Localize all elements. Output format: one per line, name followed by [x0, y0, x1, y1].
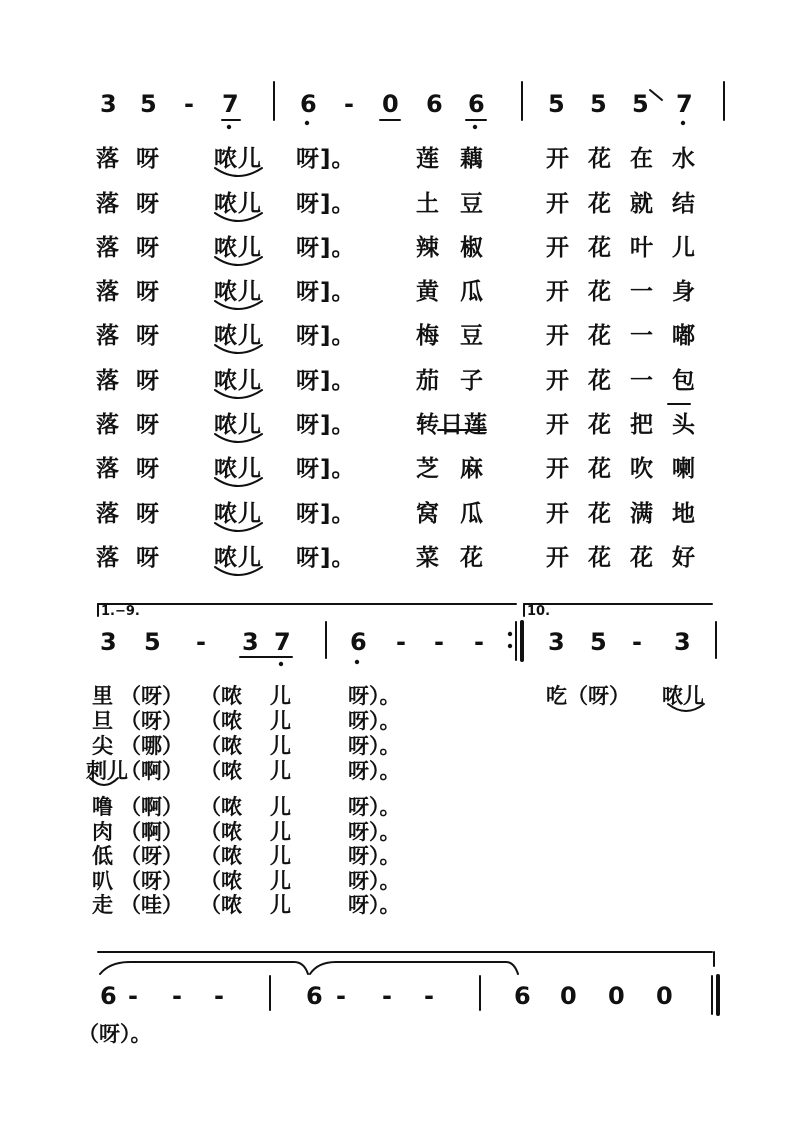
- lyric-word: 儿: [270, 759, 291, 783]
- octave-dot: [227, 125, 231, 129]
- note-dash: -: [382, 982, 392, 1010]
- lyric-word: 呀: [136, 146, 160, 172]
- lyric-word: 一: [630, 279, 654, 305]
- note-dash: -: [632, 628, 642, 656]
- lyric-word: 儿: [270, 820, 291, 844]
- lyric-word: 哝儿: [214, 456, 262, 482]
- note: 0: [560, 982, 577, 1010]
- lyric-word: 哝儿: [214, 368, 262, 394]
- lyric-word: 地: [672, 501, 696, 527]
- slur: [215, 345, 262, 353]
- lyric-word: 开: [546, 191, 570, 217]
- lyric-word: 梅: [416, 323, 440, 349]
- lyric-word: 花: [588, 323, 612, 349]
- octave-dot: [355, 660, 359, 664]
- slur: [215, 390, 262, 398]
- lyric-word: 就: [630, 191, 654, 217]
- lyric-word: 豆: [460, 191, 484, 217]
- octave-dot: [305, 121, 309, 125]
- volta-label-1: 1.−9.: [101, 604, 140, 619]
- note: 3: [548, 628, 565, 656]
- lyric-word: 哝儿: [214, 279, 262, 305]
- lyric-word: 落: [96, 323, 120, 349]
- slur: [668, 704, 704, 711]
- lyric-word: （哝: [200, 893, 242, 917]
- lyric-word: 儿: [270, 684, 291, 708]
- lyric-word: 窝: [416, 501, 440, 527]
- lyric-word: 花: [588, 545, 612, 571]
- lyric-word: 瓜: [460, 501, 484, 527]
- note: 7: [676, 90, 693, 118]
- lyric-word: 旦: [92, 709, 113, 733]
- note-dash: -: [474, 628, 484, 656]
- lyric-word: 刺儿: [86, 759, 128, 783]
- lyric-word: 落: [96, 235, 120, 261]
- lyric-word: 尖: [92, 734, 113, 758]
- lyric-word: 花: [588, 191, 612, 217]
- lyric-word: 花: [588, 501, 612, 527]
- lyric-word: （啊）: [120, 795, 183, 819]
- lyric-word: 水: [672, 146, 696, 172]
- lyric-word: 呀]。: [296, 545, 356, 571]
- lyric-word: 莲: [416, 146, 440, 172]
- lyric-word: 花: [630, 545, 654, 571]
- lyric-word: 头: [672, 412, 696, 438]
- lyric-word: 儿: [270, 869, 291, 893]
- lyric-word: 落: [96, 368, 120, 394]
- lyric-word: 呀: [136, 545, 160, 571]
- lyric-word: 呀]。: [296, 191, 356, 217]
- note: 0: [608, 982, 625, 1010]
- lyric-word: 开: [546, 235, 570, 261]
- note-dash: -: [344, 90, 354, 118]
- note: 6: [468, 90, 485, 118]
- note: 3: [242, 628, 259, 656]
- lyric-word: 儿: [270, 893, 291, 917]
- lyric-word: 茄: [416, 368, 440, 394]
- lyric-word: 花: [588, 279, 612, 305]
- lyric-word: 开: [546, 456, 570, 482]
- lyric-word: 喇: [672, 456, 696, 482]
- slur: [215, 301, 262, 309]
- note: 6: [100, 982, 117, 1010]
- slur: [215, 434, 262, 442]
- lyric-word: （啊）: [120, 759, 183, 783]
- note-dash: -: [196, 628, 206, 656]
- lyric-word: 子: [460, 368, 484, 394]
- slur: [215, 168, 262, 176]
- lyric-word: 呀）。: [348, 893, 401, 917]
- lyric-word: 儿: [270, 734, 291, 758]
- lyric-word: 花: [588, 146, 612, 172]
- note-dash: -: [336, 982, 346, 1010]
- lyric-word: （哝: [200, 734, 242, 758]
- note: 0: [656, 982, 673, 1010]
- lyric-word: 肉: [92, 820, 113, 844]
- lyric-word: 好: [672, 545, 696, 571]
- lyric-word: 呀）。: [348, 684, 401, 708]
- note: 3: [674, 628, 691, 656]
- octave-dot: [681, 121, 685, 125]
- lyric-word: 辣: [416, 235, 440, 261]
- lyric-word: 呀）。: [348, 820, 401, 844]
- lyric-word: 开: [546, 501, 570, 527]
- lyric-word: 哝儿: [214, 412, 262, 438]
- lyric-word: （哝: [200, 795, 242, 819]
- lyric-word: 落: [96, 501, 120, 527]
- lyric-word: 一: [630, 323, 654, 349]
- lyric-word: 叭: [92, 869, 113, 893]
- ending2-lyric: 吃（呀）: [546, 684, 630, 708]
- lyric-word: 开: [546, 279, 570, 305]
- lyric-word: 呀]。: [296, 368, 356, 394]
- lyric-word: （哝: [200, 820, 242, 844]
- lyric-word: 豆: [460, 323, 484, 349]
- lyric-word: （哝: [200, 869, 242, 893]
- slur: [215, 523, 262, 531]
- lyric-word: 开: [546, 545, 570, 571]
- note-dash: -: [172, 982, 182, 1010]
- lyric-word: 哝儿: [214, 545, 262, 571]
- lyric-word: 走: [92, 893, 113, 917]
- note: 6: [300, 90, 317, 118]
- lyric-word: 开: [546, 368, 570, 394]
- note: 6: [306, 982, 323, 1010]
- lyric-word: 哝儿: [214, 146, 262, 172]
- lyric-word: 结: [672, 191, 696, 217]
- lyric-word: （哝: [200, 684, 242, 708]
- lyric-word: （啊）: [120, 820, 183, 844]
- lyric-word: 呀: [136, 323, 160, 349]
- lyric-word: 开: [546, 323, 570, 349]
- lyric-word: 花: [588, 412, 612, 438]
- note-dash: -: [396, 628, 406, 656]
- tie: [310, 962, 518, 974]
- lyric-word: 菜: [416, 545, 440, 571]
- lyric-word: 呀: [136, 501, 160, 527]
- lyric-word: 呀: [136, 412, 160, 438]
- lyric-word: 呀）。: [348, 759, 401, 783]
- note: 6: [350, 628, 367, 656]
- note: 6: [514, 982, 531, 1010]
- lyric-word: 身: [672, 279, 696, 305]
- volta-label-2: 10.: [527, 604, 551, 619]
- note: 0: [382, 90, 399, 118]
- ornament-mark: [650, 90, 662, 100]
- lyric-word: 椒: [460, 235, 484, 261]
- lyric-word: 呀）。: [348, 844, 401, 868]
- lyric-word: 落: [96, 191, 120, 217]
- lyric-word: 呀）。: [348, 734, 401, 758]
- lyric-word: 吹: [630, 456, 654, 482]
- lyric-word: 呀]。: [296, 501, 356, 527]
- repeat-dot: [508, 632, 512, 636]
- lyric-word: 在: [630, 146, 654, 172]
- note: 6: [426, 90, 443, 118]
- lyric-word: 开: [546, 412, 570, 438]
- octave-dot: [473, 125, 477, 129]
- lyric-word: 哝儿: [214, 323, 262, 349]
- slur: [215, 257, 262, 265]
- lyric-word: 里: [92, 684, 113, 708]
- lyric-word: （哝: [200, 759, 242, 783]
- octave-dot: [279, 662, 283, 666]
- lyric-word: 花: [460, 545, 484, 571]
- final-lyric: （呀）。: [78, 1022, 152, 1046]
- lyric-word: 土: [416, 191, 440, 217]
- lyric-word: 芝: [416, 456, 440, 482]
- tie: [100, 962, 308, 974]
- note: 5: [548, 90, 565, 118]
- lyric-word: 花: [588, 368, 612, 394]
- lyric-word: 儿: [270, 795, 291, 819]
- lyric-word: （呀）: [120, 709, 183, 733]
- lyric-word: 黄: [416, 279, 440, 305]
- lyric-word: 哝儿: [214, 501, 262, 527]
- lyric-word: （呀）: [120, 844, 183, 868]
- lyric-word: 呀）。: [348, 869, 401, 893]
- lyric-word: 把: [630, 412, 654, 438]
- lyric-word: 呀]。: [296, 456, 356, 482]
- slur: [215, 567, 262, 575]
- lyric-word: 藕: [460, 146, 484, 172]
- note-dash: -: [434, 628, 444, 656]
- note-dash: -: [424, 982, 434, 1010]
- lyric-word: （哝: [200, 709, 242, 733]
- note: 3: [100, 90, 117, 118]
- lyric-word: 呀]。: [296, 412, 356, 438]
- lyric-word: 落: [96, 456, 120, 482]
- slur: [90, 778, 118, 785]
- lyric-word: 呀]。: [296, 279, 356, 305]
- note: 5: [590, 90, 607, 118]
- lyric-word: 儿: [270, 844, 291, 868]
- lyric-word: （哝: [200, 844, 242, 868]
- lyric-word: 叶: [630, 235, 654, 261]
- lyric-word: 包: [672, 368, 696, 394]
- lyric-word: 呀]。: [296, 146, 356, 172]
- lyric-word: （哇）: [120, 893, 183, 917]
- note: 5: [144, 628, 161, 656]
- note: 5: [140, 90, 157, 118]
- lyric-word: 噜: [92, 795, 113, 819]
- note: 5: [590, 628, 607, 656]
- lyric-word: 落: [96, 545, 120, 571]
- lyric-word: 麻: [460, 456, 484, 482]
- lyric-word: 满: [630, 501, 654, 527]
- lyric-word: 花: [588, 456, 612, 482]
- ending2-lyric: 哝儿: [662, 684, 704, 708]
- slur: [215, 478, 262, 486]
- lyric-word: 儿: [672, 235, 696, 261]
- note: 7: [222, 90, 239, 118]
- lyric-word: （呀）: [120, 684, 183, 708]
- lyric-word: 呀]。: [296, 235, 356, 261]
- lyric-word: 呀: [136, 368, 160, 394]
- lyric-word: 嘟: [672, 323, 696, 349]
- lyric-word: 呀: [136, 456, 160, 482]
- lyric-word: 开: [546, 146, 570, 172]
- lyric-word: 转日莲: [416, 412, 488, 438]
- lyric-word: 一: [630, 368, 654, 394]
- repeat-dot: [508, 644, 512, 648]
- lyric-word: 哝儿: [214, 191, 262, 217]
- lyric-word: 哝儿: [214, 235, 262, 261]
- lyric-word: 落: [96, 146, 120, 172]
- lyric-word: （哪）: [120, 734, 183, 758]
- note-dash: -: [214, 982, 224, 1010]
- lyric-word: 低: [92, 844, 113, 868]
- lyric-word: 瓜: [460, 279, 484, 305]
- lyric-word: 呀: [136, 235, 160, 261]
- note: 3: [100, 628, 117, 656]
- slur: [215, 213, 262, 221]
- note: 7: [274, 628, 291, 656]
- note-dash: -: [128, 982, 138, 1010]
- lyric-word: 落: [96, 279, 120, 305]
- lyric-word: 呀: [136, 191, 160, 217]
- lyric-word: 呀]。: [296, 323, 356, 349]
- lyric-word: 呀: [136, 279, 160, 305]
- lyric-word: （呀）: [120, 869, 183, 893]
- lyric-word: 儿: [270, 709, 291, 733]
- note: 5: [632, 90, 649, 118]
- lyric-word: 呀）。: [348, 795, 401, 819]
- note-dash: -: [184, 90, 194, 118]
- lyric-word: 落: [96, 412, 120, 438]
- lyric-word: 呀）。: [348, 709, 401, 733]
- lyric-word: 花: [588, 235, 612, 261]
